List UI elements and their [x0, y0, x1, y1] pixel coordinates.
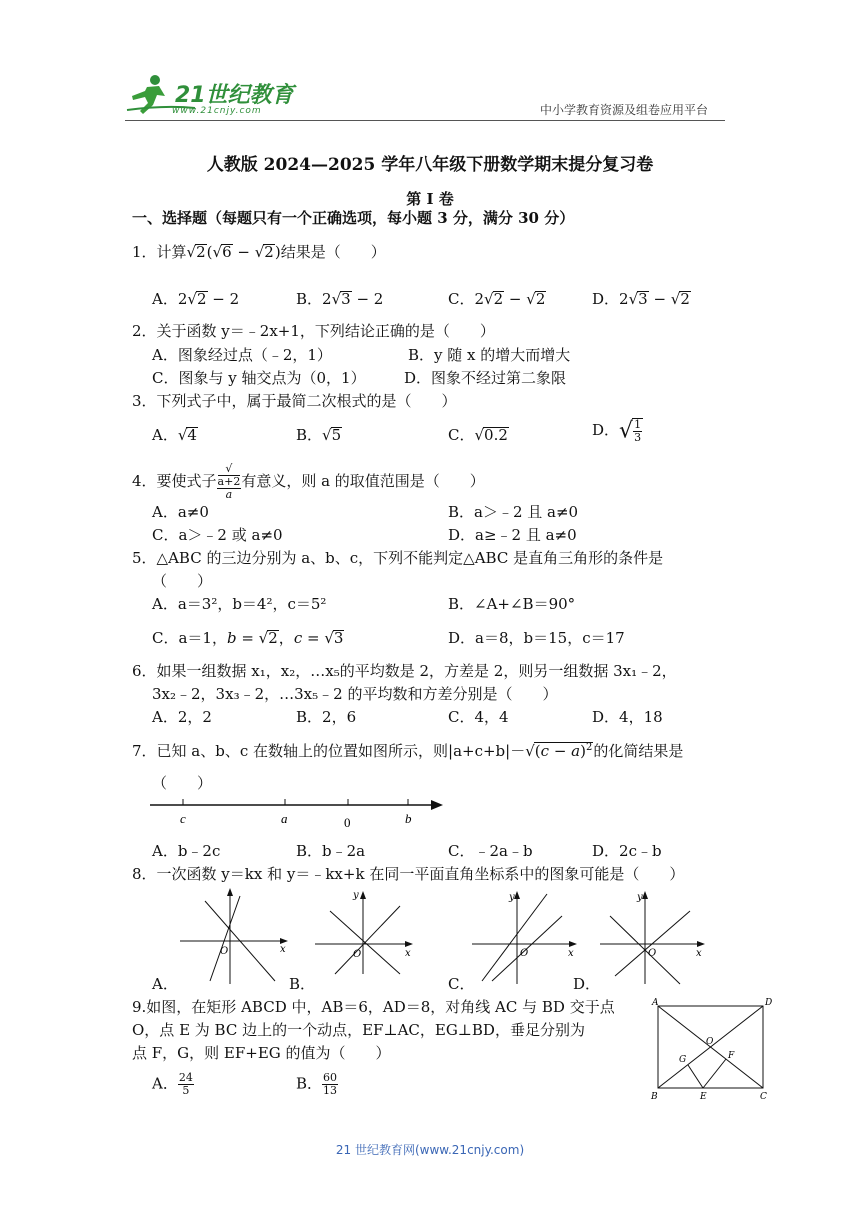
svg-text:C: C — [760, 1092, 767, 1102]
q3-option-a[interactable]: A．√4 — [152, 426, 197, 444]
q4-option-d[interactable]: D．a≥﹣2 且 a≠0 — [448, 526, 577, 544]
arrow-icon — [431, 800, 443, 810]
svg-text:y: y — [509, 892, 515, 903]
q8-graph-c — [472, 886, 582, 986]
q8-option-a[interactable]: A． — [152, 975, 178, 993]
volume-label: 第 I 卷 — [406, 190, 454, 208]
q8-option-b[interactable]: B． — [289, 975, 316, 993]
logo-url: www.21cnjy.com — [172, 106, 262, 116]
q5-option-c[interactable]: C．a＝1，b = √2，c = √3 — [152, 629, 344, 647]
q2-stem: 2．关于函数 y＝﹣2x+1，下列结论正确的是（ ） — [132, 322, 495, 340]
q1-option-d[interactable]: D．2√3 − √2 — [592, 290, 690, 308]
q5-option-a[interactable]: A．a＝3²，b＝4²，c＝5² — [152, 595, 327, 613]
q6-stem-cont: 3x₂﹣2，3x₃﹣2，…3x₅﹣2 的平均数和方差分别是（ ） — [152, 685, 558, 703]
q2-option-c[interactable]: C．图象与 y 轴交点为（0，1） — [152, 369, 366, 387]
q9-option-b[interactable]: B． $\frac{60}{13}$ — [296, 1071, 338, 1098]
q8-graph-b — [315, 886, 415, 976]
number-line — [145, 793, 450, 833]
svg-text:O: O — [706, 1037, 714, 1047]
q1-stem: 1．计算√2(√6 − √2)结果是（ ） — [132, 243, 386, 261]
q6-option-c[interactable]: C．4，4 — [448, 708, 509, 726]
q2-option-d[interactable]: D．图象不经过第二象限 — [404, 369, 567, 387]
axis-label-b: b — [405, 811, 412, 826]
q9-option-a[interactable]: A． $\frac{24}{5}$ — [152, 1071, 193, 1098]
q3-stem: 3．下列式子中，属于最简二次根式的是（ ） — [132, 392, 457, 410]
q4-option-b[interactable]: B．a＞﹣2 且 a≠0 — [448, 503, 579, 521]
axis-label-zero: 0 — [344, 815, 351, 830]
svg-text:x: x — [405, 948, 411, 959]
q6-option-a[interactable]: A．2，2 — [152, 708, 212, 726]
svg-text:y: y — [353, 890, 359, 901]
q3-option-b[interactable]: B．√5 — [296, 426, 342, 444]
svg-text:F: F — [728, 1051, 735, 1061]
q4-option-c[interactable]: C．a＞﹣2 或 a≠0 — [152, 526, 283, 544]
axis-label-a: a — [281, 811, 288, 826]
q8-graph-a — [180, 886, 290, 986]
q5-stem: 5．△ABC 的三边分别为 a、b、c，下列不能判定△ABC 是直角三角形的条件是 — [132, 549, 664, 567]
svg-text:x: x — [696, 948, 702, 959]
q9-stem-cont: O，点 E 为 BC 边上的一个动点，EF⊥AC，EG⊥BD，垂足分别为 — [132, 1021, 585, 1039]
q7-stem: 7．已知 a、b、c 在数轴上的位置如图所示，则$|a+c+b|-√(c - a)^2$的化简结果是 — [132, 742, 684, 760]
q7-option-d[interactable]: D．2c﹣b — [592, 842, 662, 860]
q7-stem-cont: （ ） — [152, 774, 213, 792]
q5-option-d[interactable]: D．a＝8，b＝15，c＝17 — [448, 629, 625, 647]
q4-stem: 4．要使式子 √ a+2 a 有意义，则 a 的取值范围是（ ） — [132, 462, 485, 502]
page-title: 人教版 2024—2025 学年八年级下册数学期末提分复习卷 — [206, 155, 654, 175]
svg-text:E: E — [700, 1092, 707, 1102]
svg-text:B: B — [651, 1092, 658, 1102]
svg-text:y: y — [637, 892, 643, 903]
q1-option-a[interactable]: A．2√2 − 2 — [152, 290, 240, 308]
q6-option-b[interactable]: B．2，6 — [296, 708, 357, 726]
header-right-text: 中小学教育资源及组卷应用平台 — [540, 103, 709, 117]
footer-text: 21 世纪教育网(www.21cnjy.com) — [335, 1143, 525, 1157]
svg-text:G: G — [679, 1055, 687, 1065]
q7-option-b[interactable]: B．b﹣2a — [296, 842, 366, 860]
q1-option-c[interactable]: C．2√2 − √2 — [448, 290, 546, 308]
q5-stem-cont: （ ） — [152, 572, 213, 590]
axis-label-c: c — [180, 811, 186, 826]
svg-text:O: O — [648, 948, 657, 959]
q3-option-c[interactable]: C．√0.2 — [448, 426, 508, 444]
q6-option-d[interactable]: D．4，18 — [592, 708, 663, 726]
svg-text:O: O — [353, 949, 362, 960]
q8-stem: 8．一次函数 y＝kx 和 y＝﹣kx+k 在同一平面直角坐标系中的图象可能是（ ） — [132, 865, 685, 883]
q9-stem-cont2: 点 F，G，则 EF+EG 的值为（ ） — [132, 1044, 391, 1062]
q1-option-b[interactable]: B．2√3 − 2 — [296, 290, 384, 308]
section-heading: 一、选择题（每题只有一个正确选项，每小题 3 分，满分 30 分） — [132, 209, 575, 227]
q2-option-a[interactable]: A．图象经过点（﹣2，1） — [152, 346, 332, 364]
q3-option-d[interactable]: D．√ $\frac{1}{3}$ — [592, 418, 642, 445]
q4-option-a[interactable]: A．a≠0 — [152, 503, 209, 521]
q9-rectangle-figure — [648, 996, 773, 1104]
q7-option-a[interactable]: A．b﹣2c — [152, 842, 221, 860]
q8-graph-d — [600, 886, 710, 986]
svg-text:A: A — [652, 998, 659, 1008]
q8-option-c[interactable]: C． — [448, 975, 475, 993]
q7-option-c[interactable]: C．﹣2a﹣b — [448, 842, 533, 860]
q2-option-b[interactable]: B．y 随 x 的增大而增大 — [408, 346, 571, 364]
q8-option-d[interactable]: D． — [573, 975, 601, 993]
logo-text: 21世纪教育 — [175, 83, 294, 108]
svg-text:x: x — [280, 944, 286, 955]
svg-text:x: x — [568, 948, 574, 959]
header-divider — [125, 120, 725, 121]
q5-option-b[interactable]: B．∠A+∠B＝90° — [448, 595, 576, 613]
svg-text:O: O — [520, 948, 529, 959]
svg-text:O: O — [220, 946, 229, 957]
q9-stem: 9.如图，在矩形 ABCD 中，AB＝6，AD＝8，对角线 AC 与 BD 交于点 — [132, 998, 615, 1016]
svg-text:D: D — [765, 998, 773, 1008]
q6-stem: 6．如果一组数据 x₁，x₂，…x₅的平均数是 2，方差是 2，则另一组数据 3x₁﹣2， — [132, 662, 677, 680]
